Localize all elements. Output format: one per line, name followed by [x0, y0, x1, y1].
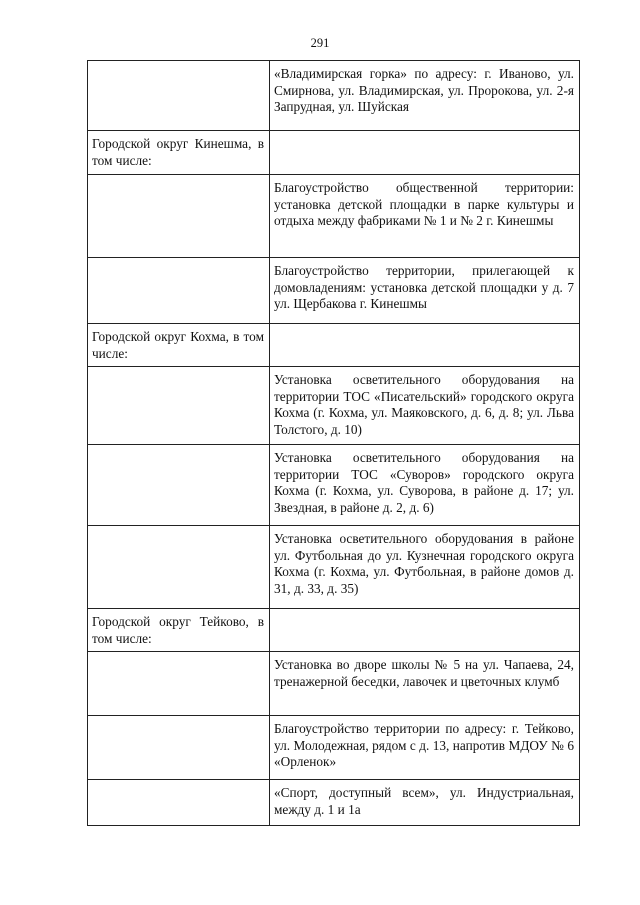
program-table	[87, 60, 580, 826]
page-number: 291	[310, 36, 330, 50]
table-row	[88, 258, 580, 324]
table-row	[88, 367, 580, 445]
municipality-cell: Городской округ Тейково, в том числе:	[88, 609, 270, 652]
table-row	[88, 175, 580, 258]
municipality-cell	[88, 258, 270, 324]
municipality-cell: Городской округ Кинешма, в том числе:	[88, 131, 270, 175]
table-row	[88, 652, 580, 716]
table-row	[88, 780, 580, 826]
municipality-cell	[88, 652, 270, 716]
project-cell: Благоустройство территории по адресу: г. Тейково, ул. Молодежная, рядом с д. 13, напротив МДОУ № 6 «Орленок»	[270, 716, 580, 780]
municipality-cell	[88, 175, 270, 258]
project-cell: «Владимирская горка» по адресу: г. Иваново, ул. Смирнова, ул. Владимирская, ул. Пророкова, ул. 2-я Запрудная, ул. Шуйская	[270, 61, 580, 131]
project-cell: Благоустройство территории, прилегающей к домовладениям: установка детской площадки у д. 7 ул. Щербакова г. Кинешмы	[270, 258, 580, 324]
municipality-cell	[88, 780, 270, 826]
table-row	[88, 324, 580, 367]
table-row	[88, 526, 580, 609]
project-cell	[270, 131, 580, 175]
project-cell: Установка осветительного оборудования на территории ТОС «Суворов» городского округа Кохма (г. Кохма, ул. Суворова, в районе д. 17; ул. Звездная, в районе д. 2, д. 6)	[270, 445, 580, 526]
project-cell: Установка осветительного оборудования в районе ул. Футбольная до ул. Кузнечная городского округа Кохма (г. Кохма, ул. Футбольная, в районе домов д. 31, д. 33, д. 35)	[270, 526, 580, 609]
project-cell	[270, 609, 580, 652]
municipality-cell	[88, 445, 270, 526]
table-row	[88, 609, 580, 652]
municipality-cell	[88, 61, 270, 131]
municipality-cell	[88, 716, 270, 780]
municipality-cell	[88, 367, 270, 445]
project-cell: «Спорт, доступный всем», ул. Индустриальная, между д. 1 и 1а	[270, 780, 580, 826]
table-row	[88, 445, 580, 526]
project-cell: Установка во дворе школы № 5 на ул. Чапаева, 24, тренажерной беседки, лавочек и цветочных клумб	[270, 652, 580, 716]
project-cell: Установка осветительного оборудования на территории ТОС «Писательский» городского округа Кохма (г. Кохма, ул. Маяковского, д. 6, д. 8; ул. Льва Толстого, д. 10)	[270, 367, 580, 445]
table-row	[88, 716, 580, 780]
municipality-cell: Городской округ Кохма, в том числе:	[88, 324, 270, 367]
table-row	[88, 61, 580, 131]
municipality-cell	[88, 526, 270, 609]
project-cell	[270, 324, 580, 367]
table-row	[88, 131, 580, 175]
project-cell: Благоустройство общественной территории: установка детской площадки в парке культуры и отдыха между фабриками № 1 и № 2 г. Кинешмы	[270, 175, 580, 258]
